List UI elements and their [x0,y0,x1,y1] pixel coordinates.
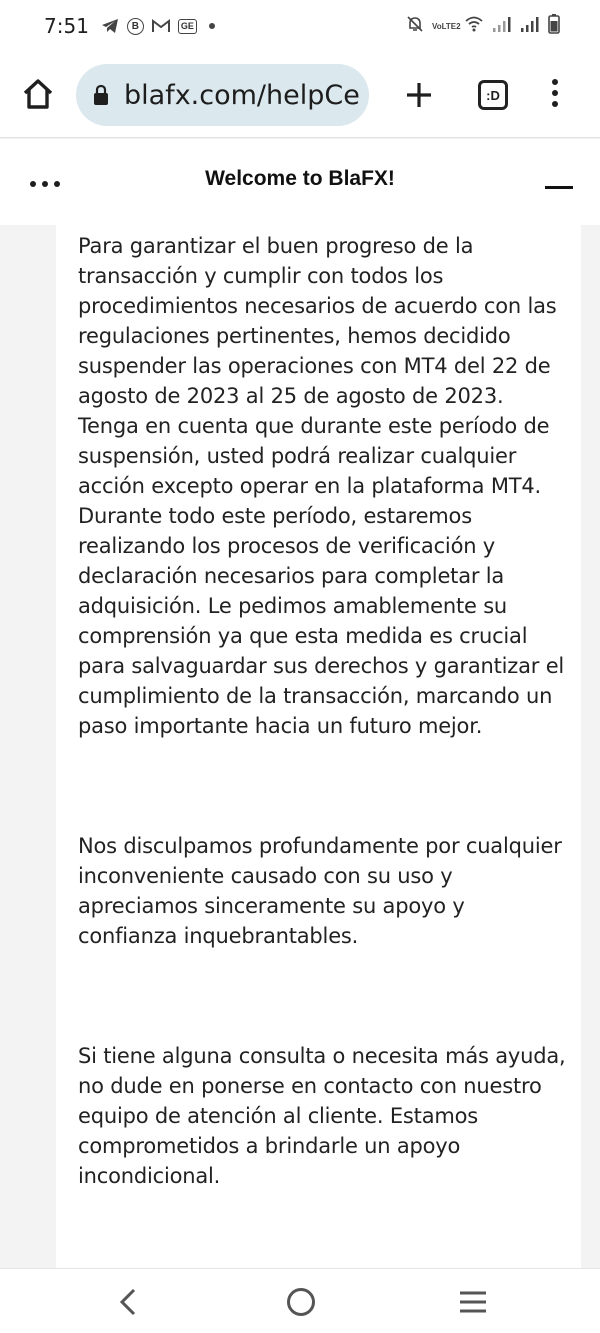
telegram-icon [101,18,119,34]
paragraph-suspension: Para garantizar el buen progreso de la transacción y cumplir con todos los procedimientos necesarios de acuerdo con las regulaciones pertinentes, hemos decidido suspender las operaciones con MT4 del 22 de agosto de 2023 al 25 de agosto de 2023. Tenga en cuenta que durante este período de suspensión, usted podrá realizar cualquier acción excepto operar en la plataforma MT4. Durante todo este período, estaremos realizando los procesos de verificación y declaración necesarios para completar la adquisición. Le pedimos amablemente su comprensión ya que esta medida es crucial para salvaguardar sus derechos y garantizar el cumplimiento de la transacción, marcando un paso importante hacia un futuro mejor. [78,234,565,738]
new-tab-icon[interactable] [404,80,434,110]
url-text: blafx.com/helpCe [124,79,360,111]
b-icon: B [127,18,144,35]
notification-icons [101,18,215,35]
recents-icon[interactable] [458,1290,488,1314]
system-icons [406,14,560,39]
paragraph-contact: Si tiene alguna consulta o necesita más ayuda, no dude en ponerse en contacto con nuestro equipo de atención al cliente. Estamos comprometidos a brindarle un apoyo incondicional. [78,1044,566,1188]
address-bar[interactable] [76,64,369,126]
volte-icon: VoLTE2 [432,21,461,31]
back-icon[interactable] [114,1287,142,1317]
ge-icon: GE [178,19,197,34]
system-nav-bar [0,1268,600,1333]
minimize-icon[interactable] [545,186,573,189]
paragraph-apology: Nos disculpamos profundamente por cualquier inconveniente causado con su uso y apreciamos sinceramente su apoyo y confianza inquebrantables. [78,834,562,948]
main-content[interactable] [0,225,600,1268]
tab-switcher-button[interactable]: :D [478,80,508,110]
wifi-icon [464,16,484,37]
status-bar [0,0,600,52]
signal-icon [492,16,512,37]
signal-icon [520,16,540,37]
battery-icon [548,14,560,39]
page-title: Welcome to BlaFX! [205,167,395,190]
status-time: 7:51 [44,14,89,38]
home-nav-icon[interactable] [287,1288,315,1316]
mute-icon [406,15,424,38]
home-icon[interactable] [20,76,56,112]
gmail-icon [152,19,170,33]
dot-icon [209,23,215,29]
browser-toolbar [0,52,600,138]
menu-icon[interactable] [548,78,562,110]
lock-icon [92,84,110,106]
